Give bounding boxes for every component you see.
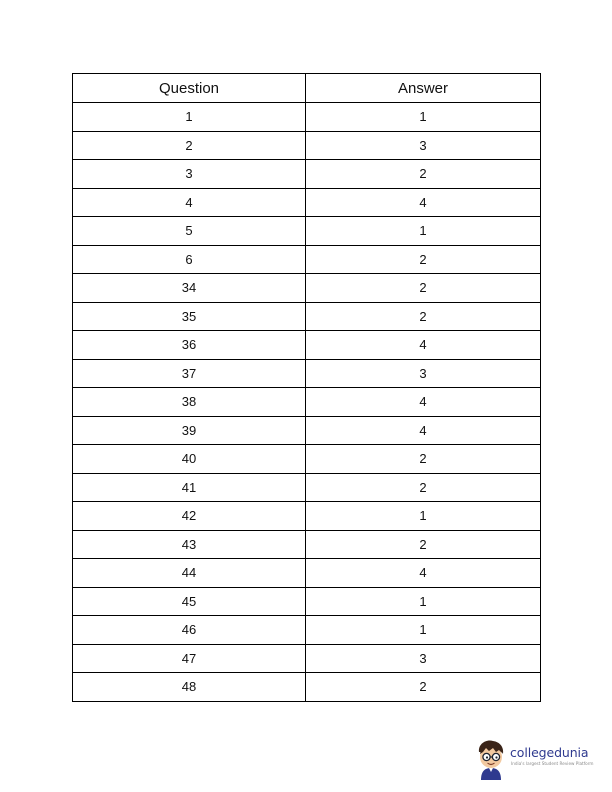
question-cell: 37 xyxy=(73,359,306,388)
question-cell: 36 xyxy=(73,331,306,360)
question-cell: 6 xyxy=(73,245,306,274)
question-cell: 34 xyxy=(73,274,306,303)
table-row xyxy=(73,331,541,360)
table-row xyxy=(73,445,541,474)
question-cell: 5 xyxy=(73,217,306,246)
answer-cell: 3 xyxy=(306,644,541,673)
answer-cell: 1 xyxy=(306,217,541,246)
answer-cell: 4 xyxy=(306,559,541,588)
answer-cell: 4 xyxy=(306,416,541,445)
table-row xyxy=(73,188,541,217)
table-row xyxy=(73,502,541,531)
table-row xyxy=(73,302,541,331)
answer-cell: 2 xyxy=(306,673,541,702)
table-row xyxy=(73,416,541,445)
answer-column-header: Answer xyxy=(306,74,541,103)
table-row xyxy=(73,217,541,246)
answer-cell: 2 xyxy=(306,245,541,274)
question-cell: 38 xyxy=(73,388,306,417)
answer-cell: 3 xyxy=(306,131,541,160)
student-mascot-icon xyxy=(474,738,508,780)
brand-name: collegedunia xyxy=(510,745,589,760)
question-cell: 35 xyxy=(73,302,306,331)
answer-cell: 1 xyxy=(306,616,541,645)
question-cell: 48 xyxy=(73,673,306,702)
table-row xyxy=(73,587,541,616)
answer-cell: 1 xyxy=(306,103,541,132)
table-row xyxy=(73,530,541,559)
table-row xyxy=(73,616,541,645)
answer-cell: 4 xyxy=(306,188,541,217)
table-row xyxy=(73,359,541,388)
answer-cell: 2 xyxy=(306,274,541,303)
question-cell: 42 xyxy=(73,502,306,531)
brand-tagline: India's largest Student Review Platform xyxy=(511,761,594,766)
question-cell: 46 xyxy=(73,616,306,645)
table-row xyxy=(73,473,541,502)
question-cell: 4 xyxy=(73,188,306,217)
table-row xyxy=(73,559,541,588)
question-cell: 45 xyxy=(73,587,306,616)
table-row xyxy=(73,160,541,189)
answer-cell: 2 xyxy=(306,445,541,474)
table-row xyxy=(73,131,541,160)
question-cell: 41 xyxy=(73,473,306,502)
answer-cell: 2 xyxy=(306,160,541,189)
answer-cell: 2 xyxy=(306,302,541,331)
table-row xyxy=(73,245,541,274)
answer-key-table xyxy=(72,73,541,702)
table-row xyxy=(73,274,541,303)
question-cell: 3 xyxy=(73,160,306,189)
question-cell: 1 xyxy=(73,103,306,132)
table-row xyxy=(73,103,541,132)
answer-cell: 3 xyxy=(306,359,541,388)
table-row xyxy=(73,644,541,673)
question-cell: 47 xyxy=(73,644,306,673)
answer-cell: 2 xyxy=(306,530,541,559)
question-cell: 44 xyxy=(73,559,306,588)
answer-cell: 1 xyxy=(306,587,541,616)
answer-cell: 4 xyxy=(306,331,541,360)
answer-cell: 1 xyxy=(306,502,541,531)
question-cell: 43 xyxy=(73,530,306,559)
answer-cell: 2 xyxy=(306,473,541,502)
table-row xyxy=(73,388,541,417)
question-cell: 39 xyxy=(73,416,306,445)
collegedunia-logo xyxy=(474,738,606,780)
question-cell: 2 xyxy=(73,131,306,160)
question-cell: 40 xyxy=(73,445,306,474)
table-header-row xyxy=(73,74,541,103)
answer-cell: 4 xyxy=(306,388,541,417)
question-column-header: Question xyxy=(73,74,306,103)
table-row xyxy=(73,673,541,702)
